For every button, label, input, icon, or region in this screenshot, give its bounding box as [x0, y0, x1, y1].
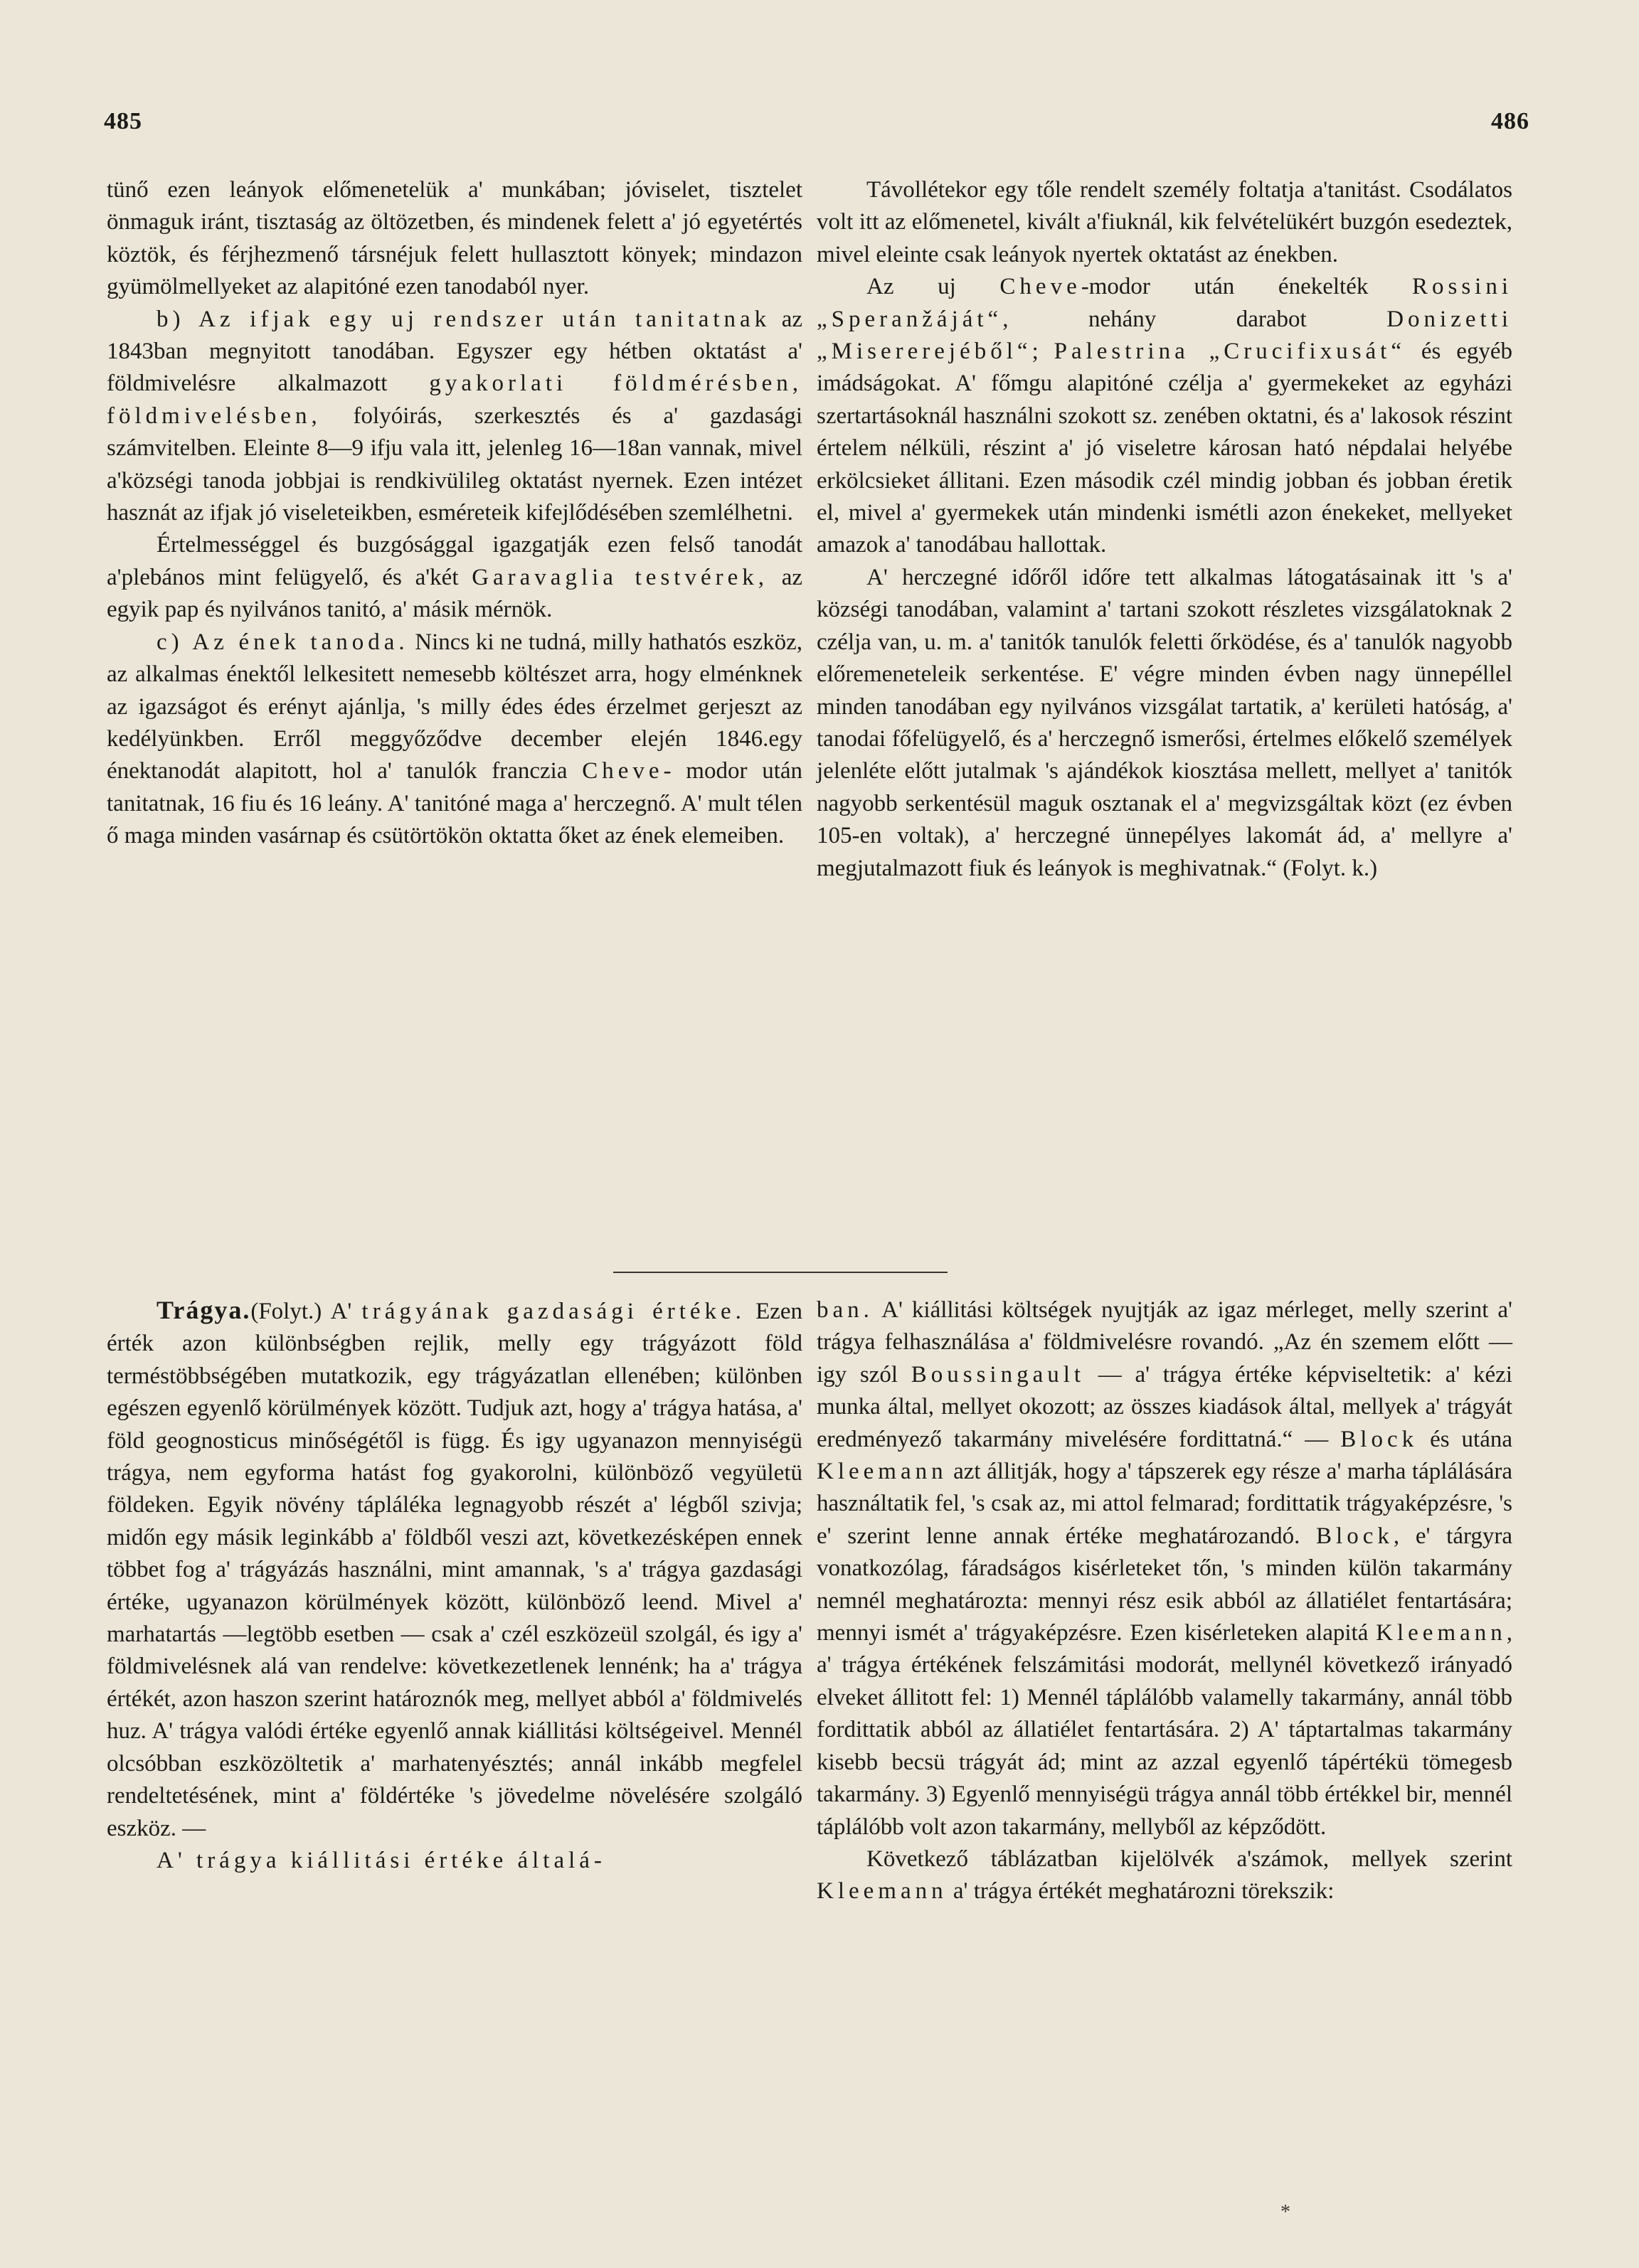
text: Ezen érték azon különbségben rejlik, melly egy trágyázott föld terméstöbbségében mutatkozik, egy trágyázatlan ellenében; különben egészen egyenlő körülmények között. Tudjuk azt, hogy a' trágya hatása, a' föld geognosticus minőségétől is függ. És igy ugyanazon mennyiségü trágya, nem egyforma hatást fog gyakorolni, különböző vegyületü földeken. Egyik növény tápláléka legnagyobb részét a' légből szivja; midőn egy másik leginkább a' földből veszi azt, következésképen ennek többet fog a' trágyázás használni, mint amannak, 's a' trágya gazdasági értéke, ugyanazon körülmények között, különböző leend. Mivel a' marhatartás —legtöbb esetben — csak a' czél eszközeül szolgál, és igy a' földmivelésnek alá van rendelve: következetlenek lennénk; ha a' trágya értékét, azon haszon szerint határoznók meg, mellyet abból a' földmivelés huz. A' trágya valódi értéke egyenlő annak kiállitási költségeivel. Mennél olcsóbban eszközöltetik a' marhatenyésztés; annál inkább megfelel rendeltetésének, mint a' földértéke 's jövedelme növelésére szolgáló eszköz. — [107, 1299, 803, 1841]
column-right-bottom [817, 1294, 1512, 1908]
spaced-text: ban. [817, 1297, 874, 1323]
paragraph: tünő ezen leányok előmenetelük a' munkában; jóviselet, tisztelet önmaguk iránt, tisztaság az öltözetben, és mindenek felett a' jó egyetértés köztök, és férjhezmenő társnéjuk felett hullasztott könyek; mindazon gyümölmellyeket az alapitóné ezen tanodaból nyer. [107, 177, 802, 300]
text: , a' trágya értékének felszámitási modorát, mellynél következő irányadó elveket állitott fel: 1) Mennél táplálóbb valamelly takarmány, annál több fordittatik abból az állatiélet fentartására. 2) A' táptartalmas takarmány kisebb becsü trágyát ád; mint az azzal egyenlő tápértékü tömegesb takarmány. 3) Egyenlő mennyiségü trágya annál több értékkel bir, mennél táplálóbb volt azon takarmány, mellyből az képződött. [817, 1620, 1513, 1840]
text: -modor után énekelték [1081, 274, 1369, 300]
spaced-text: gyakorlati földmérésben, földmivelésben, [107, 371, 803, 429]
section-label: c) Az ének tanoda. [157, 629, 409, 655]
text: (Folyt.) A' [250, 1299, 352, 1324]
text: Következő táblázatban kijelölvék a'számok, mellyek szerint [866, 1846, 1512, 1872]
page-number-left: 485 [104, 108, 142, 134]
text: és egyéb imádságokat. A' főmgu alapitóné czélja a' gyermekeket az egyházi szertartásoknál használni szokott sz. zenében oktatni, és a' lakosok részint értelem nélküli, részint a' jó viseletre károsan ható népdalai helyébe erkölcsieket állitani. Ezen második czél mindig jobban és jobban éretik el, mivel a' gyermekek után mindenki ismétli azon énekeket, mellyeket amazok a' tanodábau hallottak. [817, 339, 1513, 558]
page-number-right: 486 [1491, 108, 1529, 134]
section-divider [613, 1272, 948, 1273]
paragraph [817, 1294, 1512, 1843]
text: - modor után tanitatnak, 16 fiu és 16 leány. A' tanitóné maga a' herczegnő. A' mult télen ő maga minden vasárnap és csütörtökön oktatta őket az ének elemeiben. [107, 758, 803, 849]
spaced-text: Kleemann [817, 1878, 948, 1905]
text: , e' tárgyra vonatkozólag, fáradságos kisérleteket tőn, 's minden külön takarmány nemnél meghatározta: mennyi rész esik abból az állatiélet fentartására; mennyi ismét a' trágyaképzésre. Ezen kisérleteken alapitá [817, 1523, 1512, 1646]
spaced-text: Kleemann [1376, 1620, 1507, 1646]
column-left-bottom [107, 1294, 802, 1877]
paragraph [107, 304, 802, 530]
spaced-text: Palestrina „Crucifixusát“ [1054, 339, 1406, 365]
paragraph [817, 271, 1512, 562]
text: A' kiállitási költségek nyujtják az igaz mérleget, melly szerint a' trágya felhasználása a' földmivelésre rovandó. „Az én szemem előtt — igy szól [817, 1297, 1512, 1388]
paragraph: A' herczegné időről időre tett alkalmas látogatásainak itt 's a' községi tanodában, valamint a' tartani szokott részletes vizsgálatoknak 2 czélja van, u. m. a' tanitók tanulók feletti őrködése, és a' tanulók nagyobb előremeneteleik serkentése. E' végre minden évben nagy ünnepéllel minden tanodában egy nyilvános vizsgálat tartatik, a' kerületi hatóság, a' tanodai főfelügyelő, és a' herczegnő ismerősi, értelmes előkelő személyek jelenléte előtt jutalmak 's ajándékok kiosztása mellett, mellyet a' tanitók nagyobb serkentésül maguk osztanak el a' megvizsgáltak közt (ez évben 105-en voltak), a' herczegné ünnepélyes lakomát ád, a' mellyre a' megjutalmazott fiuk és leányok is meghivatnak.“ (Folyt. k.) [817, 564, 1512, 881]
paragraph [107, 627, 802, 853]
spaced-text: Cheve [582, 758, 664, 784]
column-right-top [817, 174, 1512, 885]
section-label: b) Az ifjak egy uj rendszer után tanitatnak [157, 306, 771, 332]
text: az egyik pap és nyilvános tanitó, a' másik mérnök. [107, 564, 802, 623]
text: Nincs ki ne tudná, milly hathatós eszköz, az alkalmas énektől lelkesitett nemesebb költészet arra, hogy elménknek az igazságot és erényt ajánlja, 's milly édes édes érzelmet gerjeszt az kedélyünkben. Erről meggyőződve december elején 1846.egy énektanodát alapitott, hol a' tanulók franczia [107, 629, 802, 784]
spaced-text: A' trágya kiállitási értéke általá- [157, 1847, 606, 1873]
spaced-text: Donizetti „Misererejéből“ [817, 306, 1513, 365]
spaced-text: trágyának gazdasági értéke. [361, 1299, 746, 1324]
spaced-text: Boussingault [911, 1361, 1086, 1388]
paragraph [107, 1845, 802, 1877]
text: Értelmességgel és buzgósággal igazgatják ezen felső tanodát a'plebános mint felügyelő, és a'két [107, 532, 802, 590]
spaced-text: Rossini „Speranžáját“ [817, 274, 1513, 332]
spaced-text: Garavaglia testvérek, [472, 564, 768, 590]
article-title: Trágya. [157, 1296, 251, 1324]
paragraph [107, 1294, 802, 1845]
text: a' trágya értékét meghatározni törekszik: [953, 1878, 1335, 1905]
text: az 1843ban megnyitott tanodában. Egyszer egy hétben oktatást a' földmivelésre alkalmazott [107, 306, 802, 397]
spaced-text: Kleemann [817, 1459, 948, 1485]
text: és utána [1430, 1426, 1512, 1452]
text: ; [1031, 339, 1039, 365]
text: — a' trágya értéke képviseltetik: a' kézi munka által, mellyet okozott; az összes kiadások által, mellyek a' trágyát eredményező takarmány mivelésére fordittatná.“ — [817, 1361, 1512, 1452]
paragraph: Távollétekor egy tőle rendelt személy foltatja a'tanitást. Csodálatos volt itt az előmenetel, kivált a'fiuknál, kik felvételükért buzgón esedeztek, mivel eleinte csak leányok nyertek oktatást az énekben. [817, 177, 1512, 267]
paragraph [817, 1843, 1512, 1908]
paragraph [107, 529, 802, 626]
text: , nehány darabot [1002, 306, 1307, 332]
spaced-text: Cheve [999, 274, 1081, 300]
column-left-top [107, 174, 802, 853]
footnote-mark: * [1280, 2201, 1290, 2223]
text: Az uj [866, 274, 956, 300]
spaced-text: Block [1340, 1426, 1418, 1452]
text: azt állitják, hogy a' tápszerek egy része a' marha táplálására használtatik fel, 's csak az, mi attol felmarad; fordittatik trágyaképzésre, 's e' szerint lenne annak értéke meghatározandó. [817, 1459, 1512, 1549]
spaced-text: Block [1316, 1523, 1394, 1549]
text: folyóirás, szerkesztés és a' gazdasági számvitelben. Eleinte 8—9 ifju vala itt, jelenleg 16—18an vannak, mivel a'községi tanoda jobbjai is rendkivülileg oktatást nyernek. Ezen intézet hasznát az ifjak jó viseleteikben, esméreteik kifejlődésében szemlélhetni. [107, 403, 802, 526]
